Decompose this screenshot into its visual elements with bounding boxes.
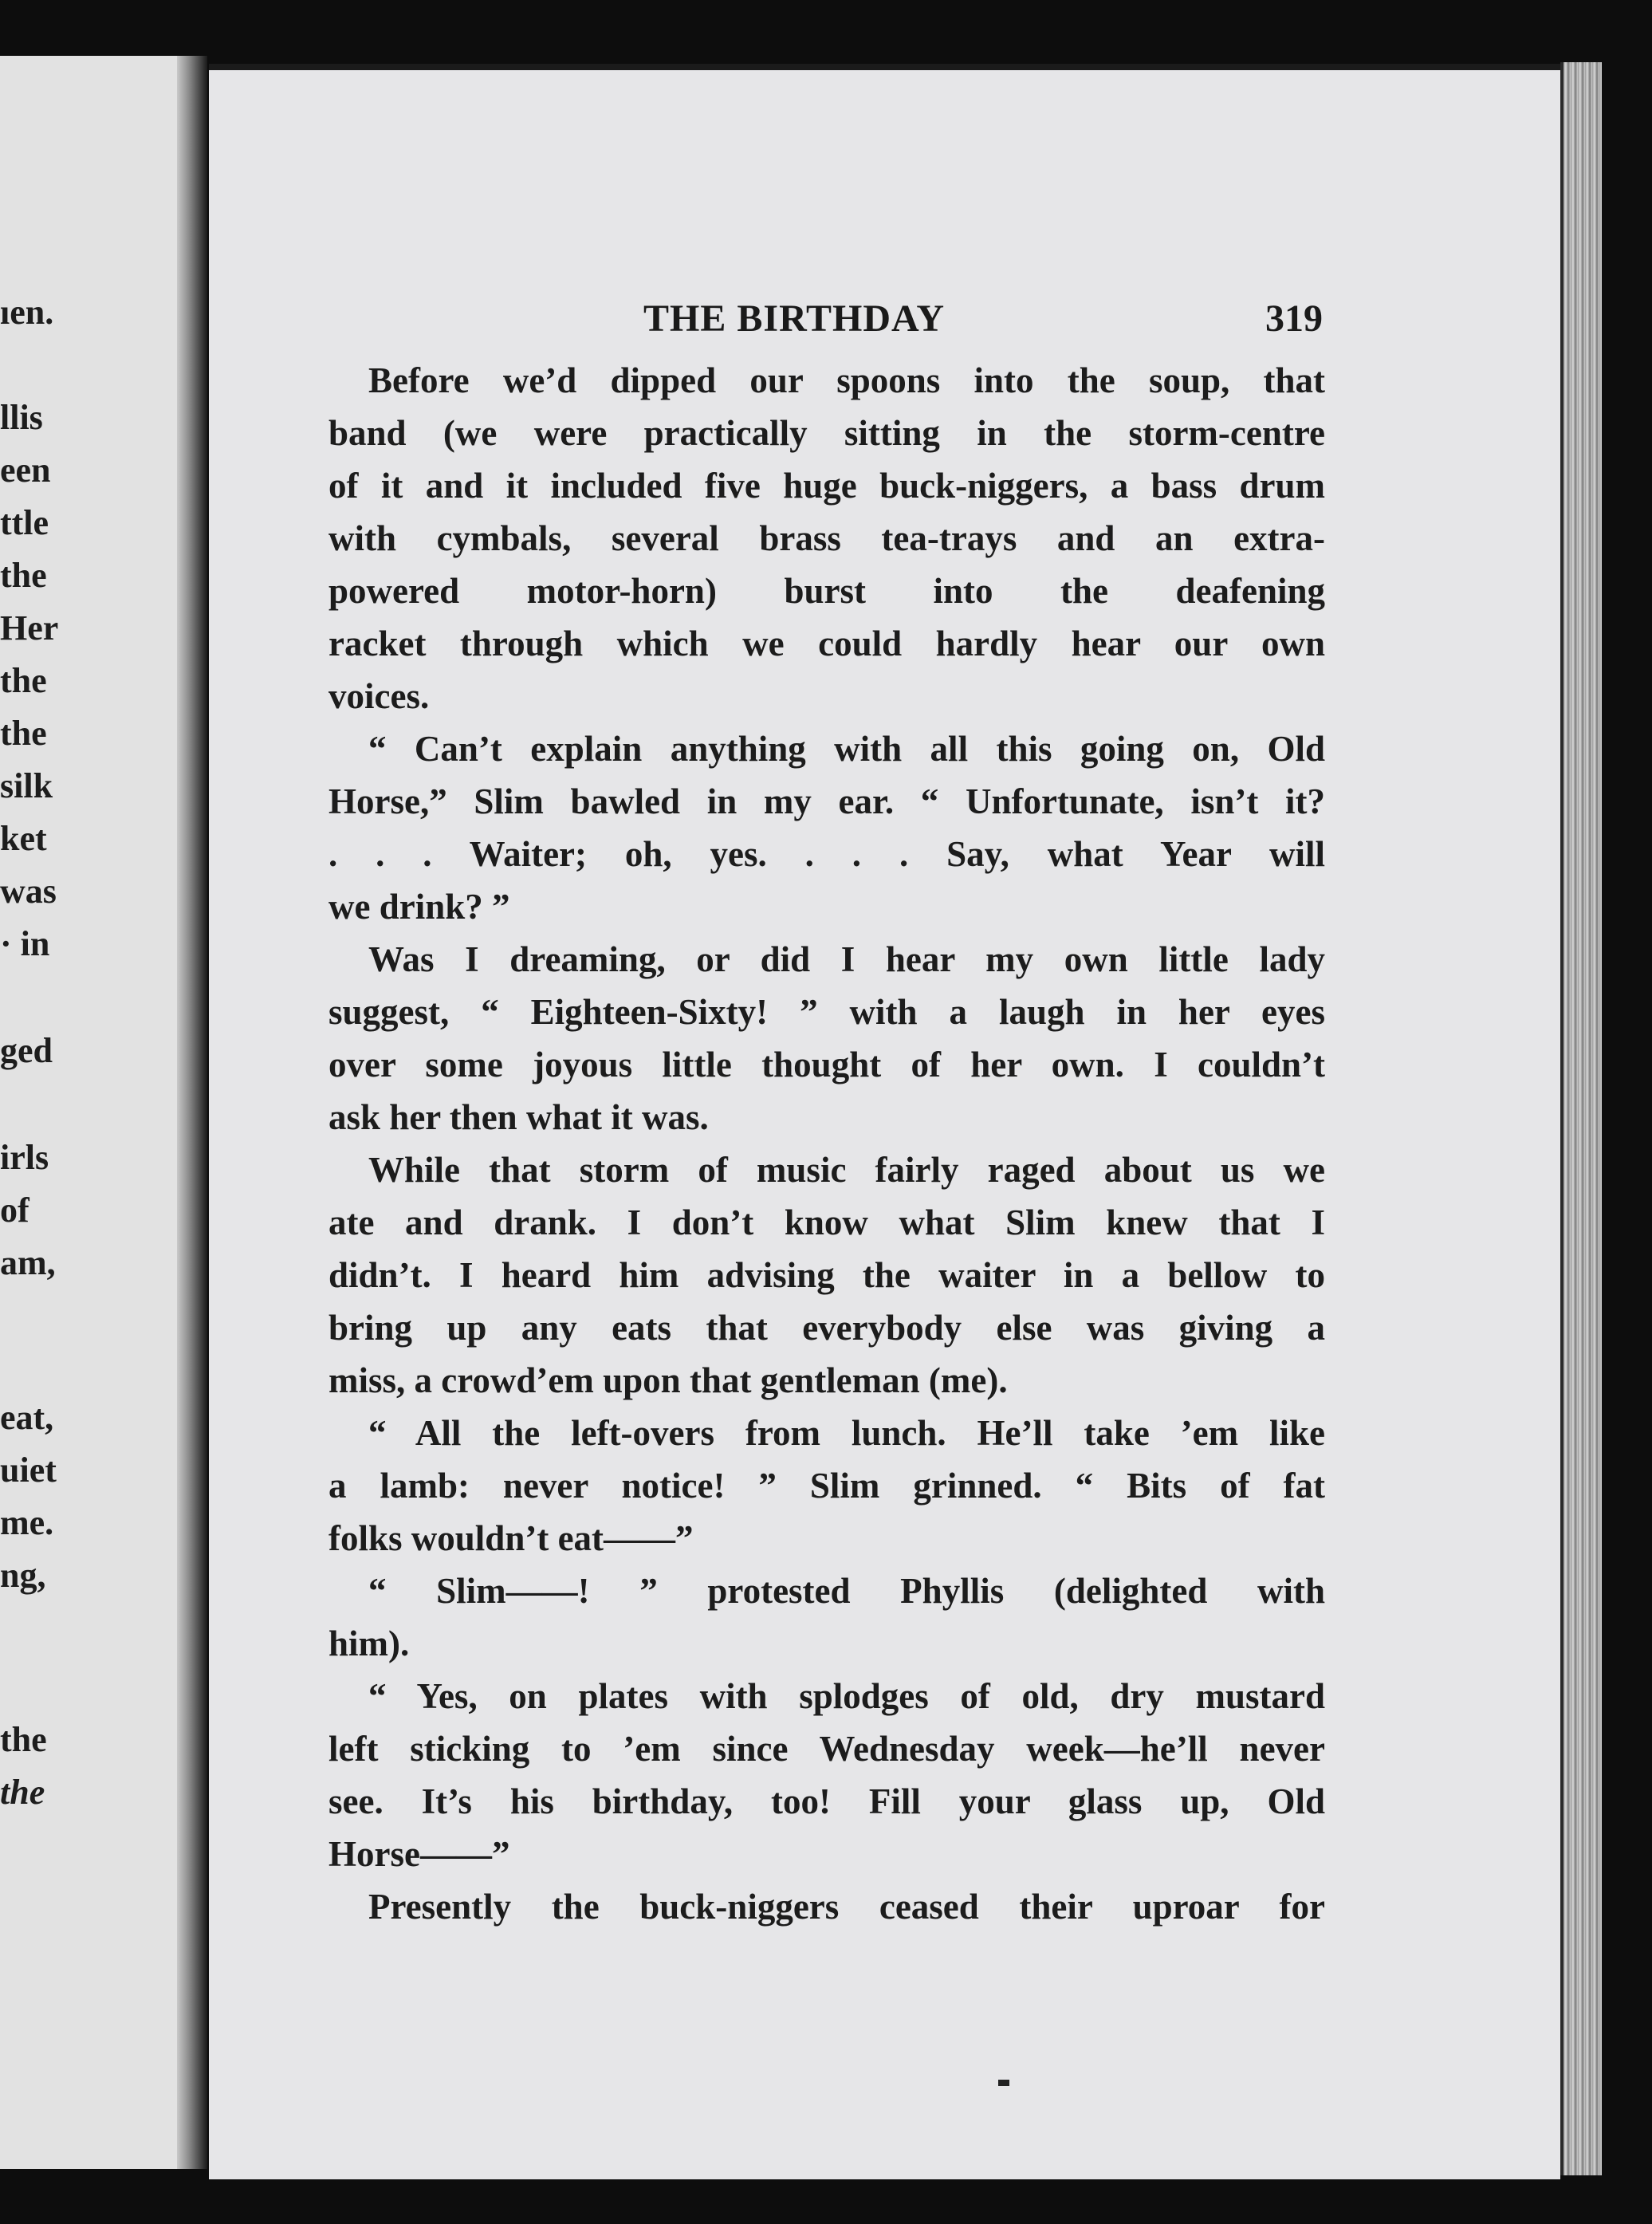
left-page-fragment: ttle [0, 503, 49, 542]
text-line: “ Yes, on plates with splodges of old, dry mustard [368, 1676, 1325, 1716]
left-page-fragment: uiet [0, 1451, 57, 1490]
left-page-fragment: of [0, 1191, 30, 1230]
text-line: Horse,” Slim bawled in my ear. “ Unfortunate, isn’t it? [328, 781, 1325, 821]
text-line: with cymbals, several brass tea-trays and an extra- [328, 518, 1325, 558]
text-line: suggest, “ Eighteen-Sixty! ” with a laugh in her eyes [328, 992, 1325, 1032]
left-facing-page [0, 56, 177, 2169]
print-mark [998, 2080, 1009, 2086]
left-page-fragment: ng, [0, 1556, 46, 1595]
text-line: “ Can’t explain anything with all this going on, Old [368, 729, 1325, 769]
text-line: “ Slim——! ” protested Phyllis (delighted with [368, 1571, 1325, 1611]
left-page-fragment: was [0, 872, 57, 911]
left-page-fragment: eat, [0, 1398, 54, 1437]
book-gutter [177, 56, 207, 2169]
left-page-fragment: llis [0, 398, 43, 437]
text-line: left sticking to ’em since Wednesday week—he’ll never [328, 1729, 1325, 1769]
left-page-fragment: the [0, 556, 47, 595]
text-line: Was I dreaming, or did I hear my own little lady [368, 939, 1325, 979]
text-line: miss, a crowd’em upon that gentleman (me). [328, 1360, 1008, 1400]
text-line: a lamb: never notice! ” Slim grinned. “ Bits of fat [328, 1466, 1325, 1506]
text-line: “ All the left-overs from lunch. He’ll take ’em like [368, 1413, 1325, 1453]
text-line: ate and drank. I don’t know what Slim knew that I [328, 1203, 1325, 1242]
left-page-fragment: ket [0, 819, 47, 858]
text-line: him). [328, 1624, 410, 1663]
text-line: Presently the buck-niggers ceased their uproar for [368, 1887, 1325, 1927]
text-line: Before we’d dipped our spoons into the soup, that [368, 360, 1325, 400]
text-line: bring up any eats that everybody else was giving a [328, 1308, 1325, 1348]
left-page-fragment: silk [0, 766, 53, 805]
left-page-fragment: the [0, 661, 47, 700]
text-line: over some joyous little thought of her own. I couldn’t [328, 1045, 1325, 1084]
left-page-fragment: the [0, 1720, 47, 1759]
left-page-fragment: me. [0, 1503, 54, 1542]
book-page [209, 64, 1560, 2179]
text-line: voices. [328, 676, 430, 716]
left-page-fragment: am, [0, 1243, 56, 1282]
text-line: . . . Waiter; oh, yes. . . . Say, what Year will [328, 834, 1325, 874]
text-line: Horse——” [328, 1834, 510, 1874]
text-line: we drink? ” [328, 887, 510, 927]
page-number: 319 [1265, 297, 1323, 340]
running-title: THE BIRTHDAY [643, 297, 945, 340]
left-page-fragment: the [0, 714, 47, 753]
text-line: didn’t. I heard him advising the waiter in a bellow to [328, 1255, 1325, 1295]
text-line: see. It’s his birthday, too! Fill your glass up, Old [328, 1781, 1325, 1821]
text-line: powered motor-horn) burst into the deafening [328, 571, 1325, 611]
page-edge [1560, 62, 1602, 2175]
left-page-fragment: ged [0, 1031, 53, 1070]
left-page-fragment: · in [0, 924, 50, 963]
left-page-fragment: een [0, 451, 51, 490]
text-line: of it and it included five huge buck-niggers, a bass drum [328, 466, 1325, 506]
running-head [209, 297, 1560, 344]
left-page-fragment: the [0, 1773, 45, 1812]
left-page-fragment: ıen. [0, 293, 54, 332]
text-line: While that storm of music fairly raged about us we [368, 1150, 1325, 1190]
left-page-fragment: irls [0, 1138, 49, 1177]
text-line: band (we were practically sitting in the storm-centre [328, 413, 1325, 453]
text-line: ask her then what it was. [328, 1097, 709, 1137]
text-line: folks wouldn’t eat——” [328, 1518, 694, 1558]
text-line: racket through which we could hardly hear our own [328, 624, 1325, 663]
left-page-fragment: Her [0, 608, 59, 648]
